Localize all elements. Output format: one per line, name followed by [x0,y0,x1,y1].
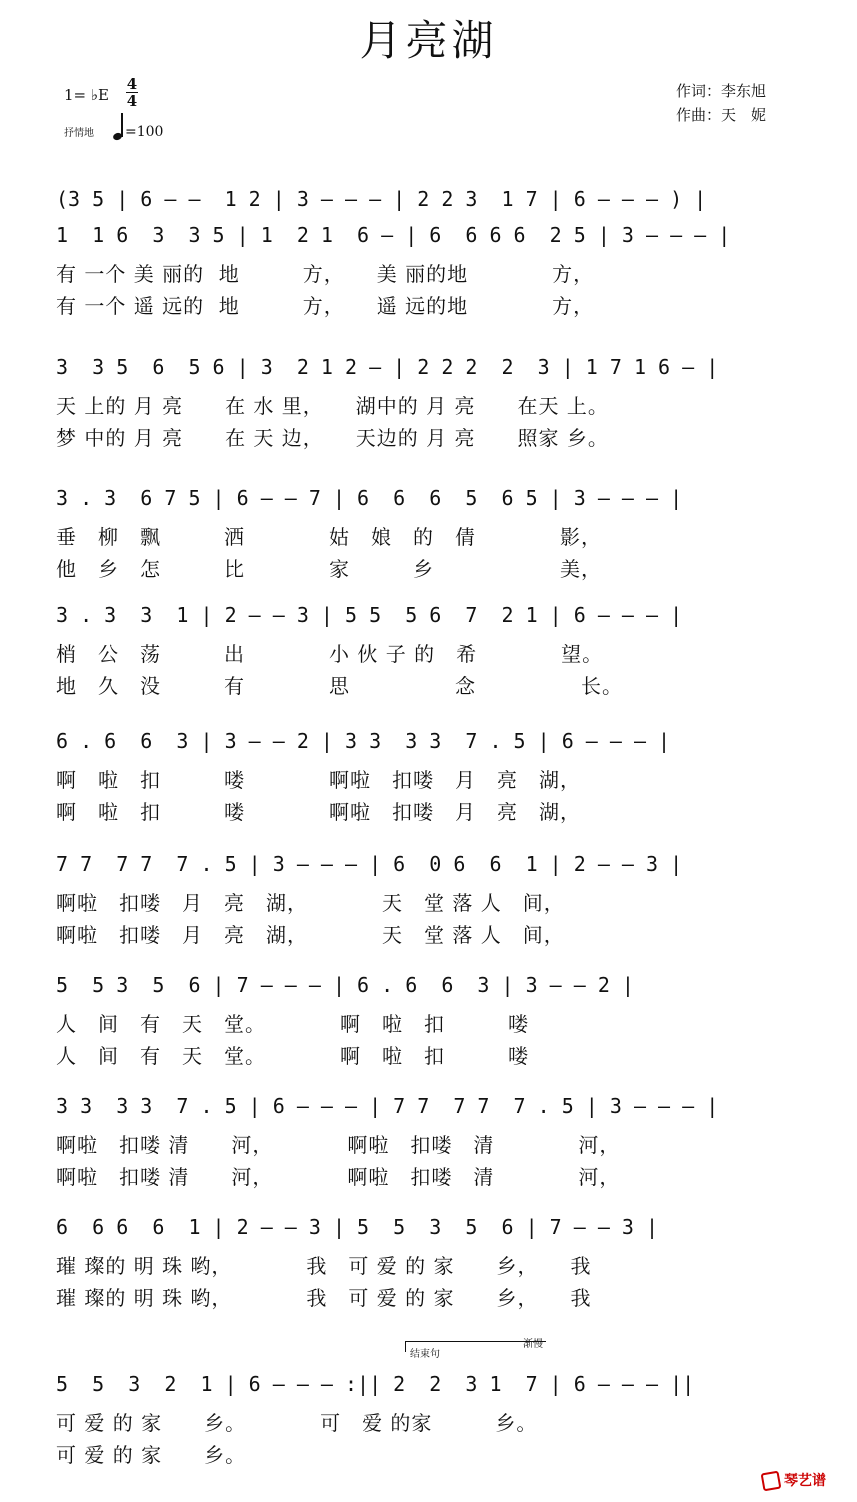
tempo-value: =100 [125,124,164,140]
lyric-line-1: 天 上的 月 亮 在 水 里， 湖中的 月 亮 在天 上。 [56,394,609,418]
lyric-line-2: 地 久 没 有 思 念 长。 [56,674,623,698]
meter-bottom: 4 [126,92,138,110]
credits [676,79,766,127]
lyric-line-1: 啊 啦 扣 喽 啊啦 扣喽 月 亮 湖， [56,768,581,792]
lyric-line-2: 啊 啦 扣 喽 啊啦 扣喽 月 亮 湖， [56,800,581,824]
lyric-line-2: 啊啦 扣喽 清 河， 啊啦 扣喽 清 河， [56,1165,621,1189]
key-signature: 1= ♭E [64,86,109,104]
lyric-line-2: 人 间 有 天 堂。 啊 啦 扣 喽 [56,1044,529,1068]
notation-notes: 5 5 3 5 6 | 7 — — — | 6 . 6 6 3 | 3 — — 2 | [56,973,634,997]
ritardando-label: 渐慢 [523,1339,543,1350]
meter-top: 4 [126,75,138,93]
lyric-line-2: 梦 中的 月 亮 在 天 边， 天边的 月 亮 照家 乡。 [56,426,609,450]
intro-notes: (3 5 | 6 — — 1 2 | 3 — — — | 2 2 3 1 7 | 6 — — — ) | [56,187,707,211]
tempo-expression: 抒情地 [64,128,94,139]
lyric-line-1: 啊啦 扣喽 清 河， 啊啦 扣喽 清 河， [56,1133,621,1157]
notation-notes: 6 . 6 6 3 | 3 — — 2 | 3 3 3 3 7 . 5 | 6 — — — | [56,729,671,753]
intro-line [0,163,857,211]
notation-notes: 1 1 6 3 3 5 | 1 2 1 6 — | 6 6 6 6 2 5 | 3 — — — | [56,223,731,247]
notation-notes: 3 . 3 3 1 | 2 — — 3 | 5 5 5 6 7 2 1 | 6 — — — | [56,603,683,627]
lyric-line-1: 人 间 有 天 堂。 啊 啦 扣 喽 [56,1012,529,1036]
lyric-line-2: 有 一个 遥 远的 地 方， 遥 远的地 方， [56,294,595,318]
ending-label: 结束句 [410,1349,440,1360]
lyric-line-1: 梢 公 荡 出 小 伙 子 的 希 望。 [56,642,604,666]
lyric-line-1: 可 爱 的 家 乡。 可 爱 的家 乡。 [56,1411,538,1435]
lyric-line-1: 有 一个 美 丽的 地 方， 美 丽的地 方， [56,262,595,286]
tempo-marking [113,112,163,140]
notation-notes: 3 . 3 6 7 5 | 6 — — 7 | 6 6 6 5 6 5 | 3 — — — | [56,486,683,510]
composer: 作曲：天 妮 [676,106,767,124]
lyric-line-2: 他 乡 怎 比 家 乡 美， [56,557,602,581]
lyric-line-2: 可 爱 的 家 乡。 [56,1443,247,1467]
quarter-note-icon [113,112,125,140]
notation-notes: 3 3 3 3 7 . 5 | 6 — — — | 7 7 7 7 7 . 5 | 3 — — — | [56,1094,719,1118]
lyric-line-1: 璀 璨的 明 珠 哟， 我 可 爱 的 家 乡， 我 [56,1254,592,1278]
notation-notes: 6 6 6 6 1 | 2 — — 3 | 5 5 3 5 6 | 7 — — 3 | [56,1215,659,1239]
song-title: 月亮湖 [359,16,498,65]
lyricist: 作词：李东旭 [676,82,767,100]
lyric-line-1: 垂 柳 飘 洒 姑 娘 的 倩 影， [56,525,602,549]
notation-notes: 5 5 3 2 1 | 6 — — — :|| 2 2 3 1 7 | 6 — — — || [56,1372,695,1396]
watermark-logo [762,1470,826,1490]
lyric-line-1: 啊啦 扣喽 月 亮 湖， 天 堂 落 人 间， [56,891,565,915]
watermark-text: 琴艺谱 [784,1473,826,1489]
notation-notes: 7 7 7 7 7 . 5 | 3 — — — | 6 0 6 6 1 | 2 — — 3 | [56,852,683,876]
logo-icon [761,1471,782,1492]
lyric-line-2: 璀 璨的 明 珠 哟， 我 可 爱 的 家 乡， 我 [56,1286,592,1310]
notation-notes: 3 3 5 6 5 6 | 3 2 1 2 — | 2 2 2 2 3 | 1 7 1 6 — | [56,355,719,379]
time-signature [126,76,138,109]
lyric-line-2: 啊啦 扣喽 月 亮 湖， 天 堂 落 人 间， [56,923,565,947]
